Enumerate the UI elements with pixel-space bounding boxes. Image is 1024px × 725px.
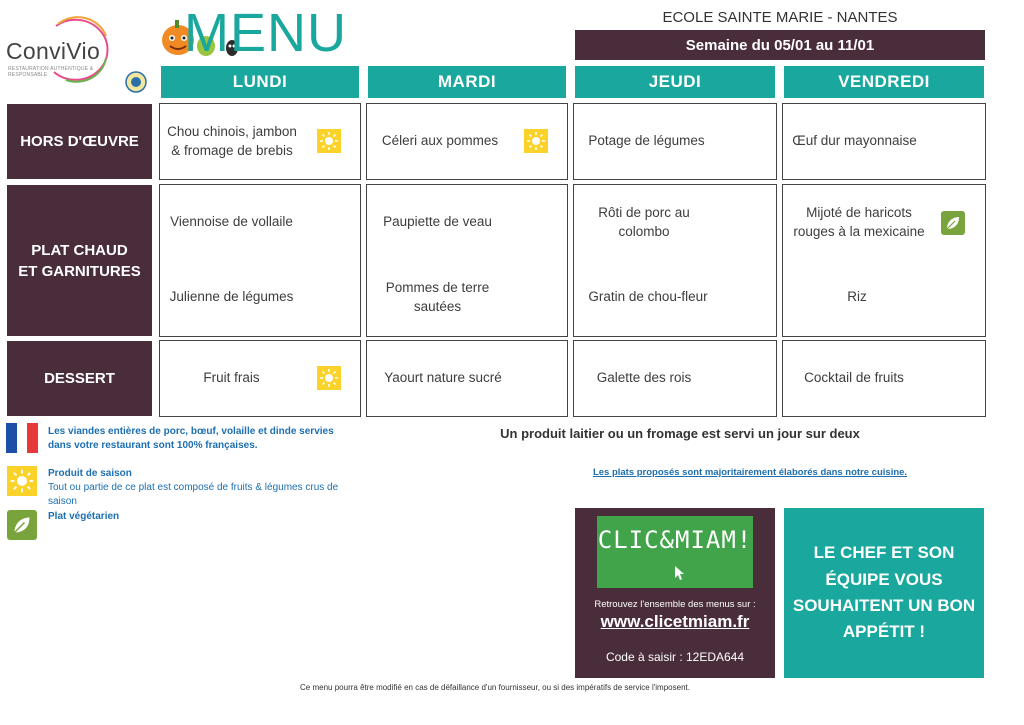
dish-text: Viennoise de vollaile xyxy=(170,214,293,229)
cell-vendredi-plat xyxy=(782,184,986,337)
cell-jeudi-dessert xyxy=(573,340,777,417)
sun-icon xyxy=(7,466,37,496)
cell-vendredi-hors-doeuvre xyxy=(782,103,986,180)
garnish-text: Pommes de terre sautées xyxy=(385,280,490,314)
legend-season-title: Produit de saison xyxy=(48,468,132,479)
clicmiam-logo-text: CLIC&MIAM! xyxy=(597,526,753,554)
legend-season-desc: Tout ou partie de ce plat est composé de fruits & légumes crus de saison xyxy=(48,482,339,507)
day-header-lundi: LUNDI xyxy=(161,66,359,98)
chef-message-panel xyxy=(784,508,984,678)
day-header-vendredi: VENDREDI xyxy=(784,66,984,98)
garnish-text: Gratin de chou-fleur xyxy=(588,289,708,304)
cell-vendredi-dessert xyxy=(782,340,986,417)
cell-jeudi-hors-doeuvre xyxy=(573,103,777,180)
garnish-text: Riz xyxy=(847,289,867,304)
leaf-icon xyxy=(7,510,37,540)
cell-mardi-hors-doeuvre xyxy=(366,103,568,180)
legend-meat-origin: Les viandes entières de porc, bœuf, volaille et dinde servies dans votre restaurant sont 100% françaises. xyxy=(48,426,334,451)
cell-mardi-dessert xyxy=(366,340,568,417)
clicmiam-intro: Retrouvez l'ensemble des menus sur : xyxy=(594,599,756,610)
kitchen-note-link[interactable]: Les plats proposés sont majoritairement élaborés dans notre cuisine. xyxy=(592,467,908,478)
dairy-note: Un produit laitier ou un fromage est servi un jour sur deux xyxy=(500,426,860,441)
cell-mardi-plat xyxy=(366,184,568,337)
dish-text: Chou chinois, jambon & fromage de brebis xyxy=(167,124,297,158)
cell-lundi-dessert xyxy=(159,340,361,417)
dish-text: Yaourt nature sucré xyxy=(384,370,502,385)
logo-tagline: RESTAURATION AUTHENTIQUE & RESPONSABLE xyxy=(8,66,94,78)
cell-jeudi-plat xyxy=(573,184,777,337)
cell-lundi-hors-doeuvre xyxy=(159,103,361,180)
clicmiam-logo xyxy=(597,516,753,588)
sun-icon xyxy=(317,129,341,153)
cursor-icon xyxy=(667,562,687,582)
dish-text: Rôti de porc au colombo xyxy=(598,205,690,239)
dish-text: Paupiette de veau xyxy=(383,214,492,229)
clicmiam-url-link[interactable]: www.clicetmiam.fr xyxy=(600,612,750,631)
dish-text: Mijoté de haricots rouges à la mexicaine xyxy=(793,205,925,239)
dish-text: Galette des rois xyxy=(596,370,692,385)
convivio-logo xyxy=(6,14,116,84)
clicmiam-code: Code à saisir : 12EDA644 xyxy=(605,650,745,664)
sun-icon xyxy=(524,129,548,153)
sun-icon xyxy=(317,366,341,390)
row-label-hors-doeuvre: HORS D'ŒUVRE xyxy=(7,104,152,179)
legend-veg-title: Plat végétarien xyxy=(48,511,120,522)
footer-disclaimer: Ce menu pourra être modifié en cas de défaillance d'un fournisseur, ou si des impératifs de service l'imposent. xyxy=(300,683,690,692)
label-badge xyxy=(122,62,150,94)
clicmiam-panel xyxy=(575,508,775,678)
chef-message-text: LE CHEF ET SON ÉQUIPE VOUS SOUHAITENT UN BON APPÉTIT ! xyxy=(792,543,976,642)
dish-text: Potage de légumes xyxy=(588,133,705,148)
dish-text: Œuf dur mayonnaise xyxy=(792,133,917,148)
school-name: ECOLE SAINTE MARIE - NANTES xyxy=(662,9,898,26)
ecocert-badge-icon xyxy=(122,62,150,94)
day-header-jeudi: JEUDI xyxy=(575,66,775,98)
page-title: MENU xyxy=(184,3,347,63)
dish-text: Fruit frais xyxy=(203,370,260,385)
row-label-dessert: DESSERT xyxy=(7,341,152,416)
cell-lundi-plat xyxy=(159,184,361,337)
dish-text: Céleri aux pommes xyxy=(381,133,499,148)
garnish-text: Julienne de légumes xyxy=(169,289,294,304)
week-banner: Semaine du 05/01 au 11/01 xyxy=(575,30,985,60)
day-header-mardi: MARDI xyxy=(368,66,566,98)
leaf-icon xyxy=(941,211,965,235)
dish-text: Cocktail de fruits xyxy=(804,370,904,385)
french-flag-icon xyxy=(6,423,38,453)
logo-wordmark: ConviVio xyxy=(6,38,101,64)
row-label-plat-chaud: PLAT CHAUD ET GARNITURES xyxy=(7,185,152,336)
